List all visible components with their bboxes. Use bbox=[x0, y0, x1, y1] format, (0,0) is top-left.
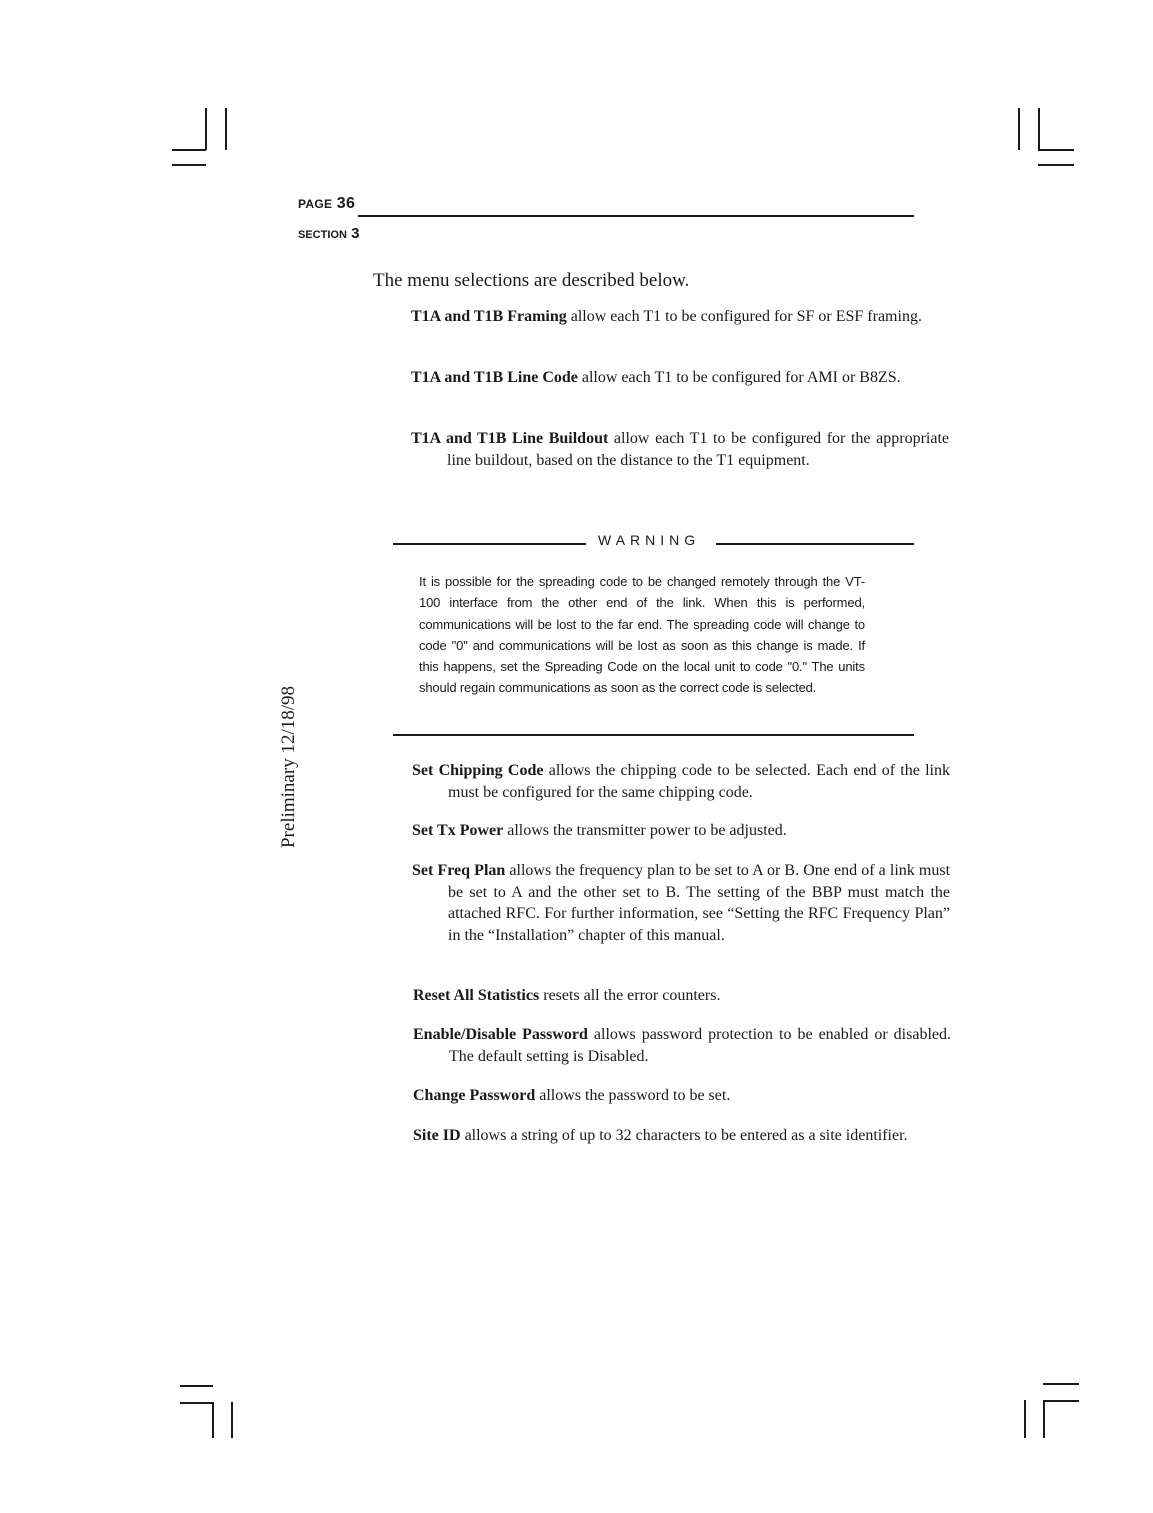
entry-term: Set Tx Power bbox=[412, 822, 504, 839]
crop-mark-top-right bbox=[1038, 108, 1040, 150]
entry-text: allows the chipping code to be selected. Each end of the link must be configured for the same chipping code. bbox=[448, 762, 951, 801]
entry-text: allow each T1 to be configured for the appropriate line buildout, based on the distance to the T1 equipment. bbox=[447, 430, 949, 469]
definition-entry bbox=[413, 1085, 951, 1107]
entry-term: Enable/Disable Password bbox=[413, 1026, 588, 1043]
definition-entry bbox=[411, 306, 949, 328]
definition-entry bbox=[413, 1125, 951, 1147]
preliminary-date-note: Preliminary 12/18/98 bbox=[278, 685, 299, 849]
definition-entry bbox=[412, 860, 950, 946]
definition-entry bbox=[411, 428, 949, 471]
warning-title: WARNING bbox=[598, 532, 701, 548]
entry-text: resets all the error counters. bbox=[539, 987, 721, 1004]
entry-text: allows the frequency plan to be set to A or B. One end of a link must be set to A and the other set to B. The setting of the BBP must match the attached RFC. For further information, see “Setting the RFC Frequency Plan” in the “Installation” chapter of this manual. bbox=[448, 862, 951, 944]
warning-rule-bottom bbox=[393, 734, 914, 736]
entry-text: allows password protection to be enabled or disabled. The default setting is Disabled. bbox=[449, 1026, 951, 1065]
crop-mark-bottom-right bbox=[1043, 1400, 1045, 1438]
crop-mark-top-left bbox=[205, 108, 207, 150]
page-number: 36 bbox=[336, 195, 356, 212]
entry-term: Set Chipping Code bbox=[412, 762, 544, 779]
entry-text: allow each T1 to be configured for AMI or B8ZS. bbox=[577, 369, 901, 386]
crop-mark-bottom-left bbox=[231, 1402, 233, 1438]
crop-mark-top-left bbox=[225, 108, 227, 150]
warning-rule-left bbox=[393, 543, 586, 545]
entry-text: allows the transmitter power to be adjusted. bbox=[503, 822, 787, 839]
entry-term: T1A and T1B Framing bbox=[411, 308, 567, 325]
crop-mark-bottom-right bbox=[1043, 1400, 1079, 1402]
definition-entry bbox=[412, 760, 950, 803]
entry-term: T1A and T1B Line Code bbox=[411, 369, 578, 386]
page-header bbox=[298, 195, 355, 213]
warning-rule-right bbox=[716, 543, 914, 545]
definition-entry bbox=[413, 985, 951, 1007]
warning-body: It is possible for the spreading code to be changed remotely through the VT-100 interface from the other end of the link. When this is performed, communications will be lost to the far end. The spreading code will change to code "0" and communications will be lost as soon as this change is made. If this happens, set the Spreading Code on the local unit to code "0." The units should regain communications as soon as the correct code is selected. bbox=[419, 574, 865, 696]
crop-mark-bottom-left bbox=[180, 1402, 213, 1404]
entry-term: Set Freq Plan bbox=[412, 862, 506, 879]
crop-mark-top-left bbox=[172, 164, 206, 166]
section-header bbox=[298, 225, 359, 242]
crop-mark-top-right bbox=[1018, 108, 1020, 150]
entry-term: Site ID bbox=[413, 1127, 461, 1144]
definition-entry bbox=[411, 367, 949, 389]
crop-mark-top-left bbox=[172, 149, 206, 151]
section-label: SECTION bbox=[298, 229, 347, 241]
crop-mark-top-right bbox=[1038, 164, 1074, 166]
crop-mark-bottom-right bbox=[1024, 1400, 1026, 1438]
definition-entry bbox=[412, 820, 950, 842]
entry-text: allows the password to be set. bbox=[535, 1087, 731, 1104]
definition-entry bbox=[413, 1024, 951, 1067]
intro-paragraph: The menu selections are described below. bbox=[373, 270, 690, 291]
crop-mark-bottom-right bbox=[1043, 1383, 1079, 1385]
entry-term: Reset All Statistics bbox=[413, 987, 540, 1004]
section-number: 3 bbox=[351, 225, 360, 242]
crop-mark-bottom-left bbox=[180, 1385, 213, 1387]
entry-term: T1A and T1B Line Buildout bbox=[411, 430, 609, 447]
header-rule bbox=[358, 215, 914, 217]
entry-text: allow each T1 to be configured for SF or ESF framing. bbox=[566, 308, 922, 325]
entry-term: Change Password bbox=[413, 1087, 536, 1104]
page-label: PAGE bbox=[298, 197, 333, 211]
crop-mark-bottom-left bbox=[212, 1402, 214, 1438]
entry-text: allows a string of up to 32 characters to be entered as a site identifier. bbox=[460, 1127, 908, 1144]
crop-mark-top-right bbox=[1038, 149, 1074, 151]
